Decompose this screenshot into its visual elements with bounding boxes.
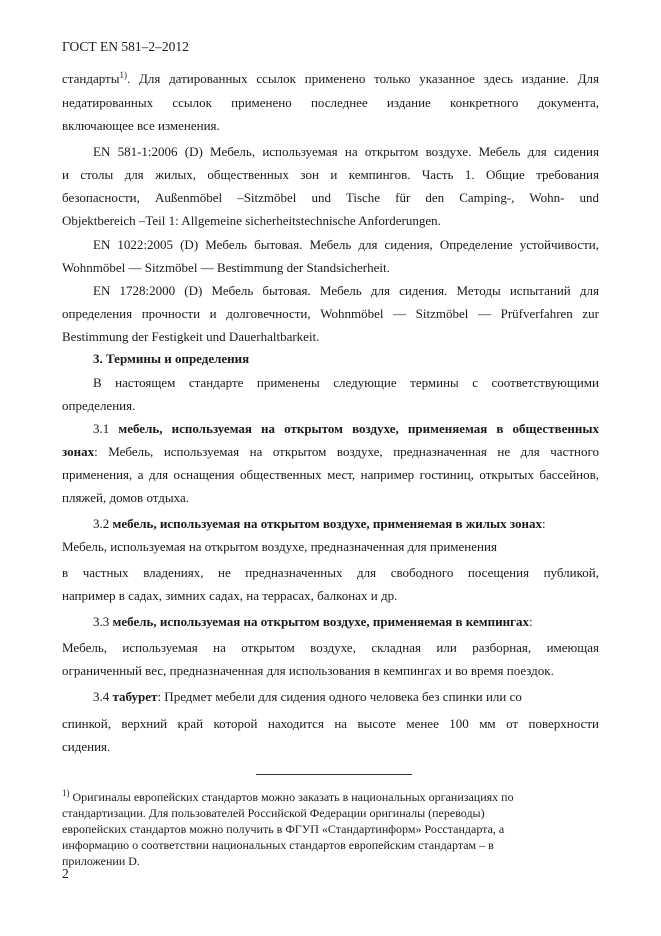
term-3-4-line-1 xyxy=(93,689,599,705)
term-3-3-number: 3.3 xyxy=(93,614,113,629)
ref-1-line-3: безопасности, Außenmöbel –Sitzmöbel und Tische für den Camping-, Wohn- und xyxy=(62,190,599,205)
intro-text-a: стандарты xyxy=(62,71,120,86)
term-3-3-colon: : xyxy=(528,614,533,629)
term-3-4-definition: : Предмет мебели для сидения одного человека без спинки или со xyxy=(157,689,522,704)
footnote-line-2: стандартизации. Для пользователей Российской Федерации оригиналы (переводы) xyxy=(62,806,485,820)
intro-text-b: . Для датированных ссылок применено только указанное здесь издание. Для xyxy=(126,71,599,86)
ref-3-line-3: Bestimmung der Festigkeit und Dauerhaltbarkeit. xyxy=(62,329,320,344)
term-3-3-line-3: ограниченный вес, предназначенная для использования в кемпингах и во время поездок. xyxy=(62,663,554,678)
ref-2-line-1: EN 1022:2005 (D) Мебель бытовая. Мебель для сидения, Определение устойчивости, xyxy=(93,237,599,252)
term-3-1-line-4: пляжей, домов отдыха. xyxy=(62,490,189,505)
footnote-marker: 1) xyxy=(62,788,70,798)
footnote-line-1 xyxy=(62,790,514,804)
term-3-2-line-1 xyxy=(93,516,599,532)
term-3-3-line-2: Мебель, используемая на открытом воздухе, складная или разборная, имеющая xyxy=(62,640,599,655)
term-3-1-line-1 xyxy=(93,421,599,437)
term-3-2-number: 3.2 xyxy=(93,516,113,531)
term-3-4-line-2: спинкой, верхний край которой находится на высоте менее 100 мм от поверхности xyxy=(62,716,599,731)
intro-line-3: включающее все изменения. xyxy=(62,118,220,133)
footnote-line-3: европейских стандартов можно получить в ФГУП «Стандартинформ» Росстандарта, а xyxy=(62,822,505,836)
term-3-1-title-end: зонах xyxy=(62,444,95,459)
term-3-3-line-1 xyxy=(93,614,599,630)
term-3-4-line-3: сидения. xyxy=(62,739,111,754)
ref-1-line-1: EN 581-1:2006 (D) Мебель, используемая на открытом воздухе. Мебель для сидения xyxy=(93,144,599,159)
term-3-1-line-2 xyxy=(62,444,599,460)
term-3-4-title: табурет xyxy=(112,689,158,704)
intro-line-1 xyxy=(62,71,599,87)
footnote-text-1: Оригиналы европейских стандартов можно заказать в национальных организациях по xyxy=(69,790,514,804)
term-3-1-line-3: применения, а для оснащения общественных мест, например гостиниц, открытых бассейнов, xyxy=(62,467,599,482)
term-3-2-line-2: Мебель, используемая на открытом воздухе, предназначенная для применения xyxy=(62,539,497,554)
ref-3-line-2: определения прочности и долговечности, Wohnmöbel — Sitzmöbel — Prüfverfahren zur xyxy=(62,306,599,321)
ref-2-line-2: Wohnmöbel — Sitzmöbel — Bestimmung der Standsicherheit. xyxy=(62,260,390,275)
footnote-line-4: информацию о соответствии национальных стандартов европейским стандартам – в xyxy=(62,838,494,852)
ref-1-line-2: и столы для жилых, общественных зон и кемпингов. Часть 1. Общие требования xyxy=(62,167,599,182)
ref-3-line-1: EN 1728:2000 (D) Мебель бытовая. Мебель для сидения. Методы испытаний для xyxy=(93,283,599,298)
term-3-2-title: мебель, используемая на открытом воздухе, применяемая в жилых зонах xyxy=(112,516,543,531)
term-3-2-line-3: в частных владениях, не предназначенных для свободного посещения публикой, xyxy=(62,565,599,580)
footnote-line-5: приложении D. xyxy=(62,854,140,868)
intro-line-2: недатированных ссылок применено последнее издание конкретного документа, xyxy=(62,95,599,110)
term-3-1-definition: : Мебель, используемая на открытом воздухе, предназначенная не для частного xyxy=(94,444,599,459)
term-3-2-colon: : xyxy=(542,516,546,531)
section-intro-line-1: В настоящем стандарте применены следующие термины с соответствующими xyxy=(93,375,599,390)
ref-1-line-4: Objektbereich –Teil 1: Allgemeine sicherheitstechnische Anforderungen. xyxy=(62,213,441,228)
term-3-2-line-4: например в садах, зимних садах, на террасах, балконах и др. xyxy=(62,588,398,603)
footnote-separator xyxy=(256,774,412,775)
term-3-4-number: 3.4 xyxy=(93,689,113,704)
footnote-ref: 1) xyxy=(119,70,127,80)
section-heading: 3. Термины и определения xyxy=(93,351,250,366)
term-3-1-number: 3.1 xyxy=(93,421,119,436)
term-3-3-title: мебель, используемая на открытом воздухе, применяемая в кемпингах xyxy=(112,614,529,629)
section-intro-line-2: определения. xyxy=(62,398,136,413)
term-3-1-title: мебель, используемая на открытом воздухе, применяемая в общественных xyxy=(118,421,600,436)
page-number: 2 xyxy=(62,866,69,881)
document-header: ГОСТ EN 581–2–2012 xyxy=(62,39,189,54)
